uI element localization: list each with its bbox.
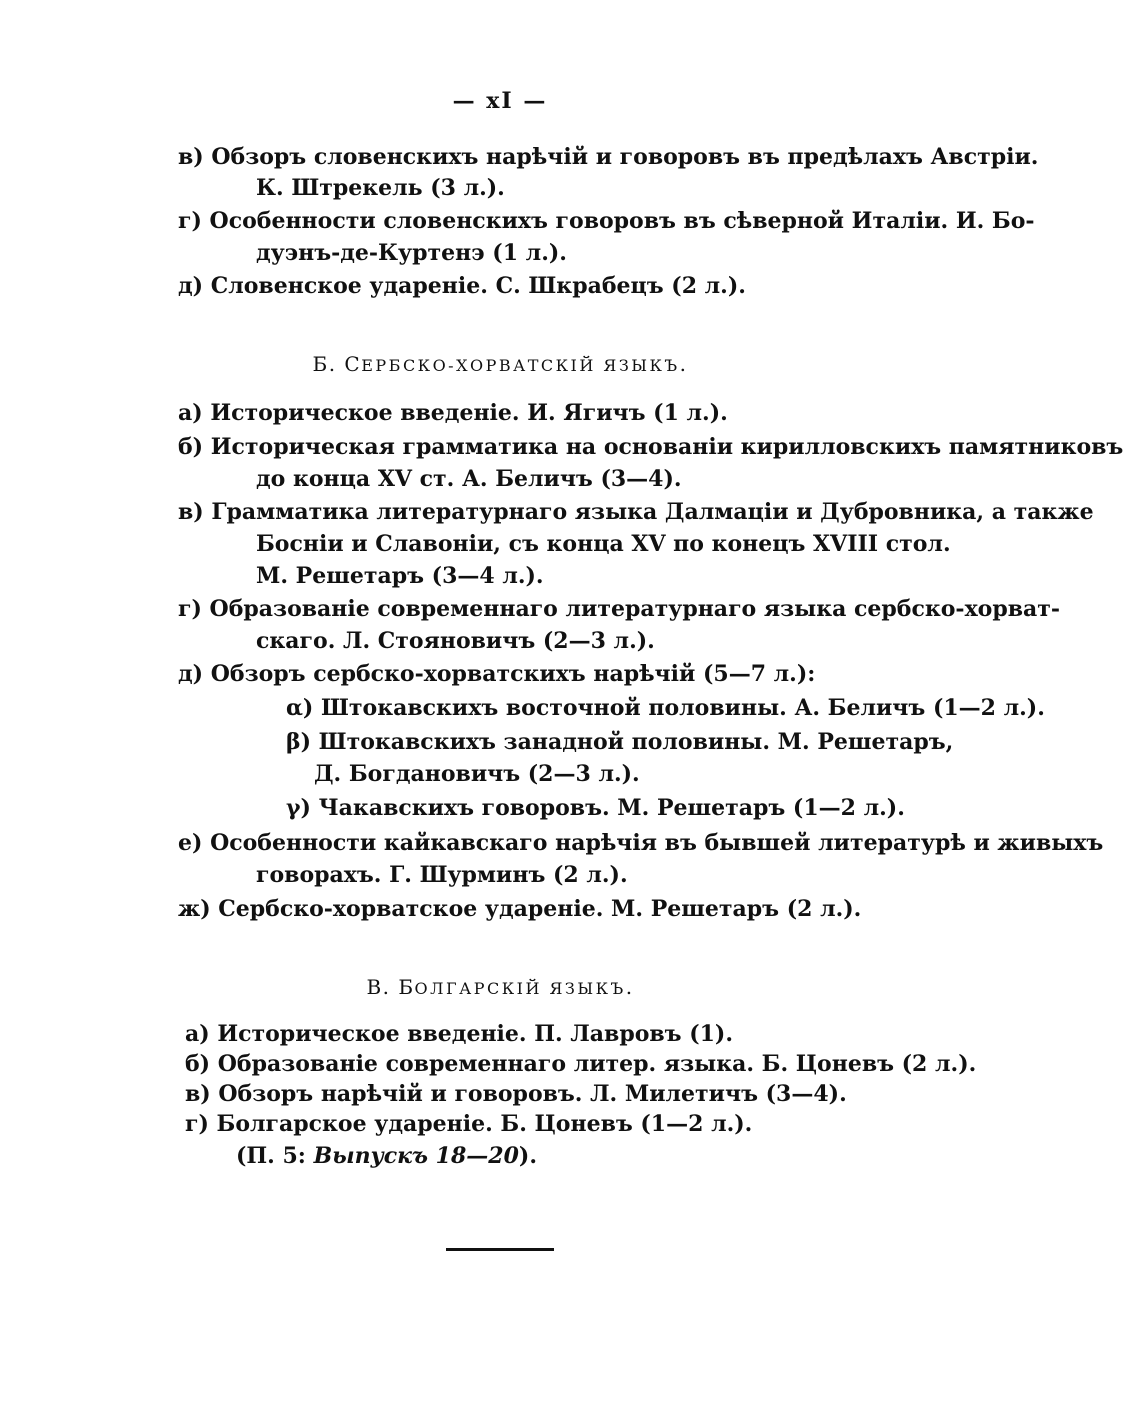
serbocroatian-item-v-line3: М. Решетаръ (3—4 л.).: [256, 563, 544, 589]
heading-suffix: .: [679, 352, 688, 376]
slovene-item-v-line1: в) Обзоръ словенскихъ нарѣчій и говоровъ въ предѣлахъ Австріи.: [178, 144, 1039, 170]
note-close: ).: [518, 1143, 537, 1169]
page-number: — xI —: [452, 88, 548, 114]
heading-prefix: Б. С: [312, 352, 362, 376]
publication-note: [236, 1141, 537, 1171]
bulgarian-item-v: в) Обзоръ нарѣчій и говоровъ. Л. Милетичъ (3—4).: [185, 1081, 847, 1107]
slovene-item-v-line2: К. Штрекель (3 л.).: [256, 175, 505, 201]
note-issue: Выпускъ 18—20: [313, 1143, 519, 1169]
serbocroatian-subitem-alpha: α) Штокавскихъ восточной половины. А. Беличъ (1—2 л.).: [286, 695, 1045, 721]
serbocroatian-subitem-beta-line1: β) Штокавскихъ занадной половины. М. Решетаръ,: [286, 729, 954, 755]
slovene-item-g-line1: г) Особенности словенскихъ говоровъ въ сѣверной Италіи. И. Бо-: [178, 208, 1035, 234]
serbocroatian-subitem-beta-line2: Д. Богдановичъ (2—3 л.).: [314, 761, 640, 787]
heading-smallcaps: ЕРБСКО-ХОРВАТСКІЙ ЯЗЫКЪ: [361, 356, 680, 375]
serbocroatian-item-b-line2: до конца XV ст. А. Беличъ (3—4).: [256, 466, 682, 492]
serbocroatian-item-zh: ж) Сербско-хорватское удареніе. М. Решетаръ (2 л.).: [178, 896, 862, 922]
bulgarian-item-b: б) Образованіе современнаго литер. языка. Б. Цоневъ (2 л.).: [185, 1051, 977, 1077]
serbocroatian-item-a: а) Историческое введеніе. И. Ягичъ (1 л.).: [178, 400, 728, 426]
heading-prefix: В. Б: [366, 975, 415, 999]
serbocroatian-item-e-line2: говорахъ. Г. Шурминъ (2 л.).: [256, 862, 628, 888]
section-heading-serbocroatian: [0, 352, 1000, 376]
heading-smallcaps: ОЛГАРСКІЙ ЯЗЫКЪ: [414, 979, 626, 998]
serbocroatian-subitem-gamma: γ) Чакавскихъ говоровъ. М. Решетаръ (1—2 л.).: [286, 795, 905, 821]
serbocroatian-item-b-line1: б) Историческая грамматика на основаніи кирилловскихъ памятниковъ: [178, 434, 1123, 460]
serbocroatian-item-g-line2: скаго. Л. Стояновичъ (2—3 л.).: [256, 628, 655, 654]
closing-rule: [446, 1248, 554, 1251]
section-heading-bulgarian: [0, 975, 1000, 999]
serbocroatian-item-g-line1: г) Образованіе современнаго литературнаго языка сербско-хорват-: [178, 596, 1061, 622]
slovene-item-g-line2: дуэнъ-де-Куртенэ (1 л.).: [256, 240, 567, 266]
serbocroatian-item-d: д) Обзоръ сербско-хорватскихъ нарѣчій (5—7 л.):: [178, 661, 816, 687]
serbocroatian-item-v-line2: Босніи и Славоніи, съ конца XV по конецъ XVIII стол.: [256, 531, 951, 557]
slovene-item-d: д) Словенское удареніе. С. Шкрабецъ (2 л.).: [178, 273, 746, 299]
bulgarian-item-a: а) Историческое введеніе. П. Лавровъ (1).: [185, 1021, 733, 1047]
heading-suffix: .: [625, 975, 634, 999]
serbocroatian-item-e-line1: е) Особенности кайкавскаго нарѣчія въ бывшей литературѣ и живыхъ: [178, 830, 1104, 856]
serbocroatian-item-v-line1: в) Грамматика литературнаго языка Далмаціи и Дубровника, а также: [178, 499, 1094, 525]
note-open: (П. 5:: [236, 1143, 314, 1169]
bulgarian-item-g: г) Болгарское удареніе. Б. Цоневъ (1—2 л.).: [185, 1111, 753, 1137]
